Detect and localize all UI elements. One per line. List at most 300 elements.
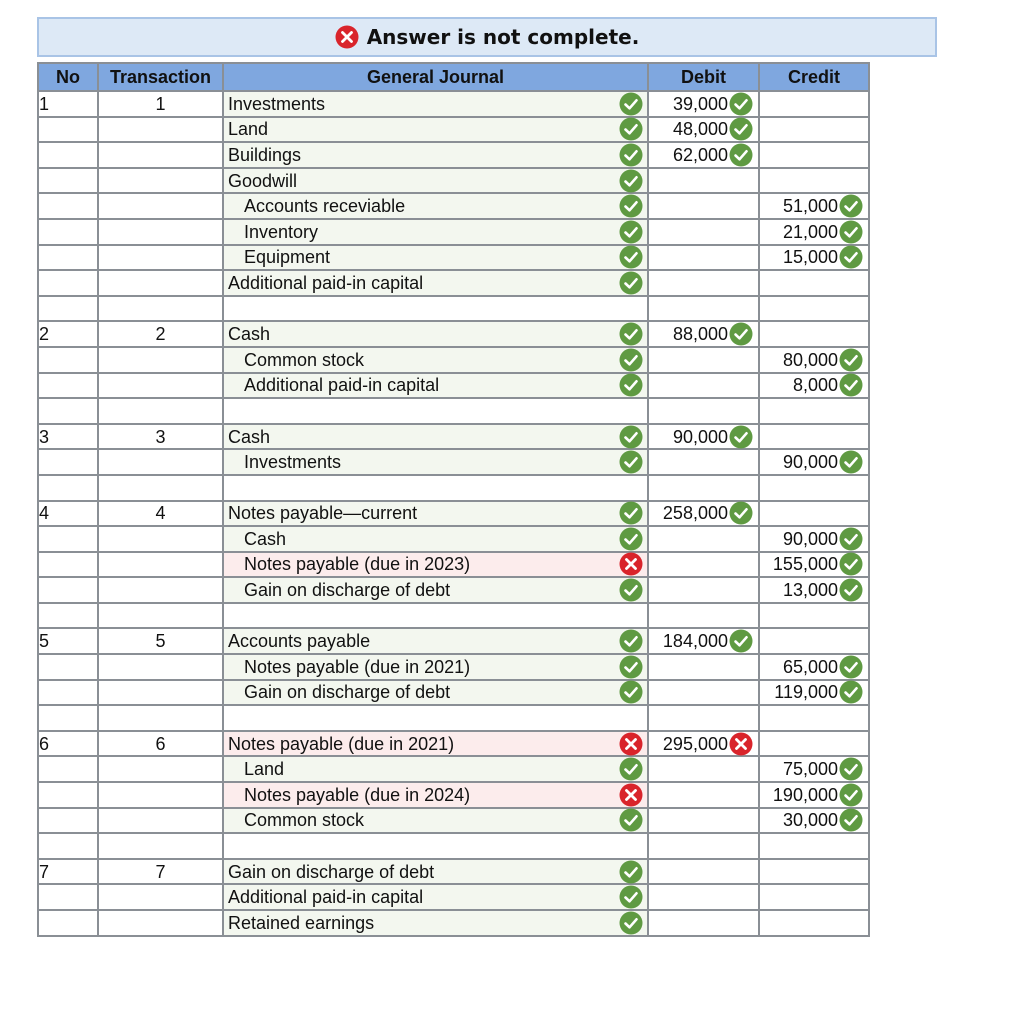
- entry-number: [38, 680, 98, 706]
- account-cell[interactable]: [223, 705, 648, 731]
- journal-row: [38, 398, 869, 424]
- transaction-number: [98, 680, 223, 706]
- entry-number: 2: [38, 321, 98, 347]
- account-cell[interactable]: [223, 756, 648, 782]
- check-icon: [619, 348, 643, 372]
- debit-cell[interactable]: [648, 628, 759, 654]
- debit-cell[interactable]: [648, 884, 759, 910]
- check-icon: [619, 578, 643, 602]
- debit-cell[interactable]: [648, 424, 759, 450]
- entry-number: [38, 398, 98, 424]
- credit-cell[interactable]: [759, 193, 869, 219]
- journal-row: [38, 373, 869, 399]
- entry-number: [38, 833, 98, 859]
- transaction-number: [98, 193, 223, 219]
- journal-table: [37, 62, 870, 937]
- transaction-number: [98, 449, 223, 475]
- transaction-number: [98, 910, 223, 936]
- check-icon: [619, 885, 643, 909]
- credit-amount: 65,000: [782, 656, 838, 677]
- account-name: Notes payable—current: [228, 503, 418, 524]
- account-cell[interactable]: [223, 808, 648, 834]
- debit-cell[interactable]: [648, 193, 759, 219]
- account-name: Accounts receviable: [244, 196, 406, 217]
- check-icon: [619, 680, 643, 704]
- error-icon: [729, 732, 753, 756]
- check-icon: [619, 194, 643, 218]
- entry-number: [38, 782, 98, 808]
- account-cell[interactable]: [223, 680, 648, 706]
- check-icon: [619, 911, 643, 935]
- journal-row: [38, 782, 869, 808]
- check-icon: [839, 783, 863, 807]
- credit-cell[interactable]: [759, 449, 869, 475]
- debit-cell[interactable]: [648, 526, 759, 552]
- account-name: Cash: [228, 324, 271, 345]
- journal-row: [38, 808, 869, 834]
- credit-cell[interactable]: [759, 245, 869, 271]
- account-cell[interactable]: [223, 245, 648, 271]
- col-header-credit: Credit: [759, 63, 869, 91]
- account-cell[interactable]: [223, 603, 648, 629]
- check-icon: [619, 169, 643, 193]
- check-icon: [619, 271, 643, 295]
- entry-number: [38, 168, 98, 194]
- account-cell[interactable]: [223, 142, 648, 168]
- header-row: [38, 63, 869, 91]
- transaction-number: [98, 347, 223, 373]
- error-icon: [335, 25, 359, 49]
- col-header-general-journal: General Journal: [223, 63, 648, 91]
- account-name: Equipment: [244, 247, 331, 268]
- account-cell[interactable]: [223, 219, 648, 245]
- transaction-number: 6: [98, 731, 223, 757]
- debit-cell[interactable]: [648, 168, 759, 194]
- credit-amount: 15,000: [782, 247, 838, 268]
- credit-cell[interactable]: [759, 501, 869, 527]
- credit-amount: 8,000: [792, 375, 838, 396]
- check-icon: [619, 501, 643, 525]
- account-cell[interactable]: [223, 859, 648, 885]
- check-icon: [729, 92, 753, 116]
- account-cell[interactable]: [223, 628, 648, 654]
- account-name: Notes payable (due in 2024): [244, 784, 471, 805]
- entry-number: 1: [38, 91, 98, 117]
- credit-amount: 90,000: [782, 452, 838, 473]
- debit-cell[interactable]: [648, 449, 759, 475]
- journal-row: [38, 526, 869, 552]
- check-icon: [619, 117, 643, 141]
- journal-row: [38, 219, 869, 245]
- journal-row: [38, 347, 869, 373]
- check-icon: [839, 527, 863, 551]
- entry-number: 4: [38, 501, 98, 527]
- entry-number: [38, 808, 98, 834]
- entry-number: [38, 270, 98, 296]
- transaction-number: [98, 782, 223, 808]
- entry-number: [38, 526, 98, 552]
- transaction-number: 5: [98, 628, 223, 654]
- debit-cell[interactable]: [648, 398, 759, 424]
- entry-number: 6: [38, 731, 98, 757]
- check-icon: [619, 245, 643, 269]
- debit-cell[interactable]: [648, 756, 759, 782]
- entry-number: [38, 142, 98, 168]
- transaction-number: [98, 296, 223, 322]
- entry-number: [38, 347, 98, 373]
- account-cell[interactable]: [223, 449, 648, 475]
- account-cell[interactable]: [223, 782, 648, 808]
- debit-cell[interactable]: [648, 373, 759, 399]
- account-cell[interactable]: [223, 526, 648, 552]
- credit-cell[interactable]: [759, 859, 869, 885]
- debit-amount: 258,000: [662, 503, 728, 524]
- error-icon: [619, 783, 643, 807]
- transaction-number: [98, 475, 223, 501]
- entry-number: 5: [38, 628, 98, 654]
- check-icon: [839, 373, 863, 397]
- entry-number: [38, 193, 98, 219]
- check-icon: [839, 220, 863, 244]
- account-name: Additional paid-in capital: [228, 887, 424, 908]
- account-name: Notes payable (due in 2021): [228, 733, 455, 754]
- account-name: Gain on discharge of debt: [228, 861, 435, 882]
- credit-cell[interactable]: [759, 705, 869, 731]
- transaction-number: [98, 833, 223, 859]
- account-name: Cash: [228, 426, 271, 447]
- transaction-number: 3: [98, 424, 223, 450]
- account-name: Notes payable (due in 2023): [244, 554, 471, 575]
- entry-number: [38, 245, 98, 271]
- journal-row: [38, 296, 869, 322]
- debit-cell[interactable]: [648, 501, 759, 527]
- debit-cell[interactable]: [648, 577, 759, 603]
- transaction-number: 2: [98, 321, 223, 347]
- check-icon: [729, 425, 753, 449]
- entry-number: [38, 219, 98, 245]
- debit-cell[interactable]: [648, 705, 759, 731]
- transaction-number: [98, 705, 223, 731]
- debit-cell[interactable]: [648, 910, 759, 936]
- col-header-debit: Debit: [648, 63, 759, 91]
- journal-row: [38, 321, 869, 347]
- transaction-number: [98, 884, 223, 910]
- entry-number: [38, 756, 98, 782]
- transaction-number: 1: [98, 91, 223, 117]
- check-icon: [839, 680, 863, 704]
- check-icon: [619, 92, 643, 116]
- transaction-number: [98, 117, 223, 143]
- credit-amount: 13,000: [782, 580, 838, 601]
- debit-cell[interactable]: [648, 270, 759, 296]
- credit-cell[interactable]: [759, 142, 869, 168]
- check-icon: [839, 655, 863, 679]
- journal-row: [38, 654, 869, 680]
- transaction-number: [98, 142, 223, 168]
- credit-cell[interactable]: [759, 628, 869, 654]
- journal-row: [38, 910, 869, 936]
- account-cell[interactable]: [223, 347, 648, 373]
- credit-amount: 51,000: [782, 196, 838, 217]
- debit-cell[interactable]: [648, 142, 759, 168]
- check-icon: [839, 757, 863, 781]
- debit-cell[interactable]: [648, 321, 759, 347]
- journal-row: [38, 245, 869, 271]
- account-cell[interactable]: [223, 270, 648, 296]
- account-cell[interactable]: [223, 373, 648, 399]
- debit-amount: 88,000: [672, 324, 728, 345]
- debit-amount: 62,000: [672, 144, 728, 165]
- journal-row: [38, 424, 869, 450]
- check-icon: [619, 757, 643, 781]
- transaction-number: [98, 168, 223, 194]
- journal-row: [38, 117, 869, 143]
- debit-amount: 90,000: [672, 426, 728, 447]
- debit-amount: 184,000: [662, 631, 728, 652]
- journal-row: [38, 756, 869, 782]
- credit-cell[interactable]: [759, 603, 869, 629]
- transaction-number: [98, 756, 223, 782]
- account-cell[interactable]: [223, 654, 648, 680]
- journal-row: [38, 859, 869, 885]
- credit-cell[interactable]: [759, 808, 869, 834]
- account-name: Retained earnings: [228, 912, 375, 933]
- debit-cell[interactable]: [648, 654, 759, 680]
- credit-cell[interactable]: [759, 219, 869, 245]
- credit-cell[interactable]: [759, 782, 869, 808]
- credit-cell[interactable]: [759, 577, 869, 603]
- status-banner: [37, 17, 937, 57]
- transaction-number: [98, 270, 223, 296]
- credit-amount: 155,000: [772, 554, 838, 575]
- check-icon: [729, 322, 753, 346]
- debit-cell[interactable]: [648, 603, 759, 629]
- account-cell[interactable]: [223, 833, 648, 859]
- entry-number: [38, 884, 98, 910]
- journal-row: [38, 142, 869, 168]
- entry-number: [38, 552, 98, 578]
- credit-cell[interactable]: [759, 833, 869, 859]
- credit-cell[interactable]: [759, 424, 869, 450]
- journal-row: [38, 705, 869, 731]
- credit-cell[interactable]: [759, 91, 869, 117]
- transaction-number: [98, 603, 223, 629]
- check-icon: [729, 143, 753, 167]
- check-icon: [619, 860, 643, 884]
- account-cell[interactable]: [223, 296, 648, 322]
- journal-row: [38, 449, 869, 475]
- transaction-number: [98, 398, 223, 424]
- credit-cell[interactable]: [759, 168, 869, 194]
- transaction-number: [98, 808, 223, 834]
- check-icon: [729, 629, 753, 653]
- account-cell[interactable]: [223, 424, 648, 450]
- account-name: Cash: [244, 528, 287, 549]
- credit-cell[interactable]: [759, 373, 869, 399]
- debit-cell[interactable]: [648, 782, 759, 808]
- credit-cell[interactable]: [759, 321, 869, 347]
- debit-cell[interactable]: [648, 245, 759, 271]
- check-icon: [619, 322, 643, 346]
- account-name: Investments: [244, 452, 342, 473]
- credit-cell[interactable]: [759, 680, 869, 706]
- account-cell[interactable]: [223, 577, 648, 603]
- debit-cell[interactable]: [648, 833, 759, 859]
- credit-cell[interactable]: [759, 731, 869, 757]
- entry-number: [38, 449, 98, 475]
- check-icon: [839, 194, 863, 218]
- transaction-number: [98, 245, 223, 271]
- entry-number: [38, 296, 98, 322]
- account-cell[interactable]: [223, 321, 648, 347]
- error-icon: [619, 732, 643, 756]
- check-icon: [839, 578, 863, 602]
- credit-amount: 119,000: [774, 682, 838, 703]
- journal-row: [38, 680, 869, 706]
- journal-row: [38, 884, 869, 910]
- account-name: Gain on discharge of debt: [244, 682, 451, 703]
- check-icon: [729, 117, 753, 141]
- debit-cell[interactable]: [648, 808, 759, 834]
- check-icon: [839, 552, 863, 576]
- journal-row: [38, 628, 869, 654]
- transaction-number: 7: [98, 859, 223, 885]
- credit-amount: 90,000: [782, 528, 838, 549]
- entry-number: [38, 117, 98, 143]
- debit-cell[interactable]: [648, 91, 759, 117]
- account-name: Inventory: [244, 221, 319, 242]
- col-header-no: No: [38, 63, 98, 91]
- debit-amount: 48,000: [672, 119, 728, 140]
- journal-row: [38, 731, 869, 757]
- entry-number: [38, 705, 98, 731]
- debit-cell[interactable]: [648, 296, 759, 322]
- transaction-number: [98, 373, 223, 399]
- account-cell[interactable]: [223, 398, 648, 424]
- journal-row: [38, 833, 869, 859]
- journal-row: [38, 270, 869, 296]
- journal-row: [38, 501, 869, 527]
- credit-cell[interactable]: [759, 398, 869, 424]
- entry-number: [38, 577, 98, 603]
- transaction-number: [98, 552, 223, 578]
- status-message: Answer is not complete.: [366, 25, 640, 49]
- check-icon: [619, 425, 643, 449]
- account-name: Gain on discharge of debt: [244, 580, 451, 601]
- account-name: Land: [244, 759, 285, 780]
- journal-row: [38, 193, 869, 219]
- journal-row: [38, 603, 869, 629]
- account-cell[interactable]: [223, 884, 648, 910]
- credit-amount: 75,000: [782, 759, 838, 780]
- entry-number: [38, 603, 98, 629]
- account-name: Buildings: [228, 144, 302, 165]
- account-cell[interactable]: [223, 501, 648, 527]
- credit-cell[interactable]: [759, 884, 869, 910]
- credit-cell[interactable]: [759, 347, 869, 373]
- account-name: Common stock: [244, 349, 365, 370]
- debit-cell[interactable]: [648, 731, 759, 757]
- credit-cell[interactable]: [759, 756, 869, 782]
- check-icon: [729, 501, 753, 525]
- journal-row: [38, 91, 869, 117]
- journal-row: [38, 168, 869, 194]
- account-name: Notes payable (due in 2021): [244, 656, 471, 677]
- transaction-number: [98, 526, 223, 552]
- check-icon: [839, 450, 863, 474]
- journal-row: [38, 475, 869, 501]
- check-icon: [619, 450, 643, 474]
- credit-cell[interactable]: [759, 270, 869, 296]
- debit-cell[interactable]: [648, 347, 759, 373]
- credit-cell[interactable]: [759, 526, 869, 552]
- check-icon: [839, 808, 863, 832]
- credit-cell[interactable]: [759, 117, 869, 143]
- journal-row: [38, 577, 869, 603]
- credit-cell[interactable]: [759, 654, 869, 680]
- credit-cell[interactable]: [759, 296, 869, 322]
- account-cell[interactable]: [223, 91, 648, 117]
- debit-amount: 295,000: [662, 733, 728, 754]
- credit-cell[interactable]: [759, 910, 869, 936]
- account-cell[interactable]: [223, 910, 648, 936]
- account-cell[interactable]: [223, 552, 648, 578]
- credit-amount: 80,000: [782, 349, 838, 370]
- check-icon: [619, 527, 643, 551]
- account-name: Goodwill: [228, 170, 298, 191]
- account-cell[interactable]: [223, 475, 648, 501]
- check-icon: [619, 655, 643, 679]
- check-icon: [619, 373, 643, 397]
- debit-cell[interactable]: [648, 475, 759, 501]
- credit-amount: 21,000: [782, 221, 838, 242]
- account-cell[interactable]: [223, 117, 648, 143]
- account-name: Additional paid-in capital: [244, 375, 440, 396]
- debit-cell[interactable]: [648, 859, 759, 885]
- check-icon: [619, 808, 643, 832]
- check-icon: [619, 629, 643, 653]
- check-icon: [619, 220, 643, 244]
- credit-cell[interactable]: [759, 475, 869, 501]
- debit-cell[interactable]: [648, 117, 759, 143]
- check-icon: [619, 143, 643, 167]
- check-icon: [839, 245, 863, 269]
- transaction-number: [98, 219, 223, 245]
- journal-row: [38, 552, 869, 578]
- credit-cell[interactable]: [759, 552, 869, 578]
- entry-number: [38, 910, 98, 936]
- debit-cell[interactable]: [648, 219, 759, 245]
- entry-number: 3: [38, 424, 98, 450]
- account-cell[interactable]: [223, 731, 648, 757]
- account-name: Land: [228, 119, 269, 140]
- transaction-number: 4: [98, 501, 223, 527]
- entry-number: 7: [38, 859, 98, 885]
- account-cell[interactable]: [223, 168, 648, 194]
- debit-cell[interactable]: [648, 680, 759, 706]
- account-name: Investments: [228, 93, 326, 114]
- error-icon: [619, 552, 643, 576]
- entry-number: [38, 654, 98, 680]
- transaction-number: [98, 654, 223, 680]
- credit-amount: 30,000: [782, 810, 838, 831]
- debit-amount: 39,000: [672, 93, 728, 114]
- entry-number: [38, 475, 98, 501]
- credit-amount: 190,000: [772, 784, 838, 805]
- account-name: Additional paid-in capital: [228, 272, 424, 293]
- account-cell[interactable]: [223, 193, 648, 219]
- debit-cell[interactable]: [648, 552, 759, 578]
